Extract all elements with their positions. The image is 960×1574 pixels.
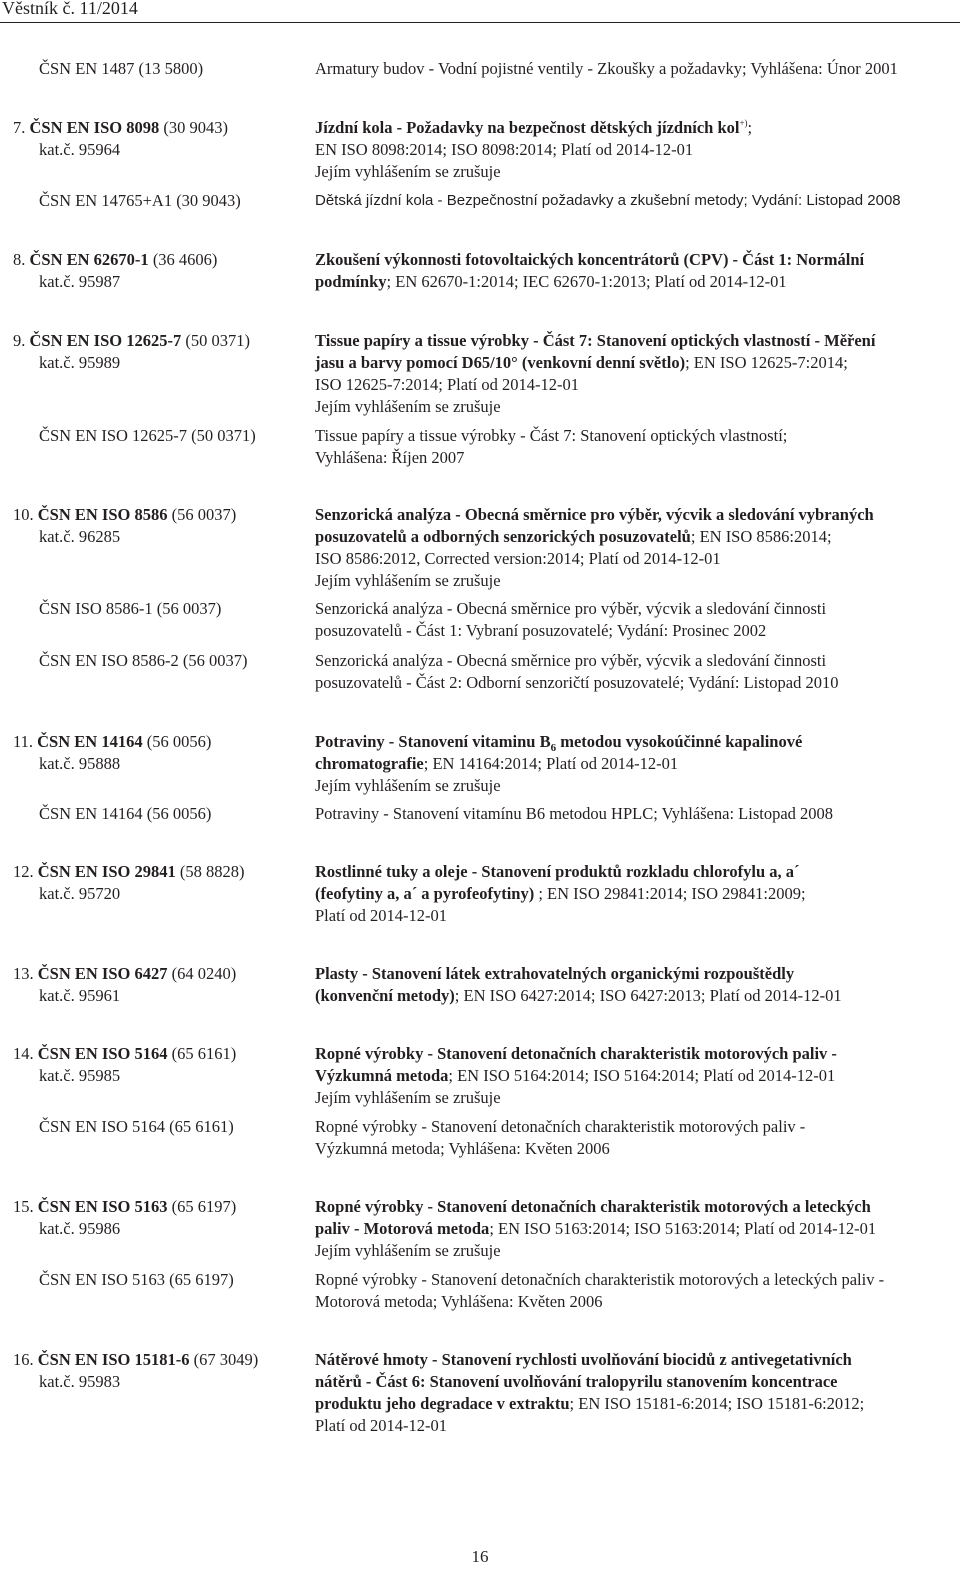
standard-code: 15. ČSN EN ISO 5163 (65 6197)	[13, 1197, 237, 1216]
standard-code: 8. ČSN EN 62670-1 (36 4606)	[13, 250, 218, 269]
standard-code: 10. ČSN EN ISO 8586 (56 0037)	[13, 505, 237, 524]
replaced-standard-code: ČSN EN ISO 5164 (65 6161)	[39, 1117, 234, 1136]
replaced-standard-date: Motorová metoda; Vyhlášena: Květen 2006	[315, 1292, 603, 1311]
catalog-number: kat.č. 96285	[39, 527, 121, 546]
replaced-standard-title: Tissue papíry a tissue výrobky - Část 7: Stanovení optických vlastností;	[315, 426, 788, 445]
standard-title-cont: nátěrů - Část 6: Stanovení uvolňování tralopyrilu stanovením koncentrace	[315, 1372, 838, 1391]
standard-title-cont: jasu a barvy pomocí D65/10° (venkovní denní světlo); EN ISO 12625-7:2014;	[315, 353, 848, 372]
replaces-note: Jejím vyhlášením se zrušuje	[315, 397, 501, 416]
standard-title: Rostlinné tuky a oleje - Stanovení produktů rozkladu chlorofylu a, a´	[315, 862, 800, 881]
catalog-number: kat.č. 95987	[39, 272, 121, 291]
standard-reference: produktu jeho degradace v extraktu; EN ISO 15181-6:2014; ISO 15181-6:2012;	[315, 1394, 865, 1413]
header-rule	[0, 22, 960, 23]
standard-class: (30 9043)	[163, 118, 228, 137]
replaced-standard-date: Výzkumná metoda; Vyhlášena: Květen 2006	[315, 1139, 610, 1158]
standard-code: 12. ČSN EN ISO 29841 (58 8828)	[13, 862, 245, 881]
standard-code: 16. ČSN EN ISO 15181-6 (67 3049)	[13, 1350, 259, 1369]
standard-title: Armatury budov - Vodní pojistné ventily - Zkoušky a požadavky; Vyhlášena: Únor 2001	[315, 59, 898, 78]
standard-code: ČSN EN 1487 (13 5800)	[39, 59, 204, 78]
standard-title: Ropné výrobky - Stanovení detonačních charakteristik motorových paliv -	[315, 1044, 837, 1063]
replaced-standard-code: ČSN EN 14765+A1 (30 9043)	[39, 191, 241, 210]
standard-date: Platí od 2014-12-01	[315, 1416, 447, 1435]
standard-reference: paliv - Motorová metoda; EN ISO 5163:2014; ISO 5163:2014; Platí od 2014-12-01	[315, 1219, 877, 1238]
standard-title: Ropné výrobky - Stanovení detonačních charakteristik motorových a leteckých	[315, 1197, 871, 1216]
catalog-number: kat.č. 95961	[39, 986, 121, 1005]
journal-title: Věstník č. 11/2014	[2, 0, 138, 18]
replaced-standard-title: Dětská jízdní kola - Bezpečnostní požadavky a zkušební metody; Vydání: Listopad 2008	[315, 192, 901, 209]
standard-reference: Výzkumná metoda; EN ISO 5164:2014; ISO 5164:2014; Platí od 2014-12-01	[315, 1066, 836, 1085]
catalog-number: kat.č. 95720	[39, 884, 121, 903]
standard-title: Tissue papíry a tissue výrobky - Část 7: Stanovení optických vlastností - Měření	[315, 331, 876, 350]
standard-title: Senzorická analýza - Obecná směrnice pro výběr, výcvik a sledování vybraných	[315, 505, 874, 524]
standard-reference: (konvenční metody); EN ISO 6427:2014; ISO 6427:2013; Platí od 2014-12-01	[315, 986, 842, 1005]
catalog-number: kat.č. 95964	[39, 140, 121, 159]
standard-title: Zkoušení výkonnosti fotovoltaických koncentrátorů (CPV) - Část 1: Normální	[315, 250, 865, 269]
catalog-number: kat.č. 95989	[39, 353, 121, 372]
replaced-standard-title: Senzorická analýza - Obecná směrnice pro výběr, výcvik a sledování činnosti	[315, 599, 827, 618]
catalog-number: kat.č. 95986	[39, 1219, 121, 1238]
standard-title-cont: posuzovatelů a odborných senzorických posuzovatelů; EN ISO 8586:2014;	[315, 527, 832, 546]
replaced-standard-code: ČSN EN ISO 8586-2 (56 0037)	[39, 651, 248, 670]
replaces-note: Jejím vyhlášením se zrušuje	[315, 776, 501, 795]
catalog-number: kat.č. 95983	[39, 1372, 121, 1391]
standard-title: Potraviny - Stanovení vitaminu $B_6$ metodou vysokoúčinné kapalinové	[315, 732, 803, 754]
replaced-standard-date: posuzovatelů - Část 1: Vybraní posuzovatelé; Vydání: Prosinec 2002	[315, 621, 767, 640]
standard-code: 9. ČSN EN ISO 12625-7 (50 0371)	[13, 331, 250, 350]
catalog-number: kat.č. 95985	[39, 1066, 121, 1085]
replaced-standard-code: ČSN EN 14164 (56 0056)	[39, 804, 212, 823]
replaced-standard-title: Ropné výrobky - Stanovení detonačních charakteristik motorových a leteckých paliv -	[315, 1270, 885, 1289]
standard-code	[13, 117, 303, 139]
replaced-standard-code: ČSN ISO 8586-1 (56 0037)	[39, 599, 222, 618]
standard-reference: chromatografie; EN 14164:2014; Platí od 2014-12-01	[315, 754, 679, 773]
standard-code: 14. ČSN EN ISO 5164 (65 6161)	[13, 1044, 237, 1063]
replaces-note: Jejím vyhlášením se zrušuje	[315, 1241, 501, 1260]
standard-code: 11. ČSN EN 14164 (56 0056)	[13, 732, 212, 751]
replaces-note: Jejím vyhlášením se zrušuje	[315, 1088, 501, 1107]
replaced-standard-title: Senzorická analýza - Obecná směrnice pro výběr, výcvik a sledování činnosti	[315, 651, 827, 670]
replaced-standard-title: Potraviny - Stanovení vitamínu B6 metodou HPLC; Vyhlášena: Listopad 2008	[315, 804, 834, 823]
footnote-mark: +)	[739, 118, 748, 128]
replaces-note: Jejím vyhlášením se zrušuje	[315, 571, 501, 590]
replaced-standard-code: ČSN EN ISO 12625-7 (50 0371)	[39, 426, 256, 445]
page-header	[0, 0, 960, 24]
standard-reference: EN ISO 8098:2014; ISO 8098:2014; Platí od 2014-12-01	[315, 140, 694, 159]
replaced-standard-date: posuzovatelů - Část 2: Odborní senzoričtí posuzovatelé; Vydání: Listopad 2010	[315, 673, 839, 692]
replaced-standard-date: Vyhlášena: Říjen 2007	[315, 448, 465, 467]
replaced-standard-code: ČSN EN ISO 5163 (65 6197)	[39, 1270, 234, 1289]
standard-title: Nátěrové hmoty - Stanovení rychlosti uvolňování biocidů z antivegetativních	[315, 1350, 852, 1369]
page-number: 16	[471, 1547, 489, 1566]
standard-title: Plasty - Stanovení látek extrahovatelných organickými rozpouštědly	[315, 964, 795, 983]
standard-code: 13. ČSN EN ISO 6427 (64 0240)	[13, 964, 237, 983]
replaced-standard-title: Ropné výrobky - Stanovení detonačních charakteristik motorových paliv -	[315, 1117, 806, 1136]
standard-reference: ISO 8586:2012, Corrected version:2014; Platí od 2014-12-01	[315, 549, 721, 568]
standard-reference: ISO 12625-7:2014; Platí od 2014-12-01	[315, 375, 579, 394]
standard-reference: podmínky; EN 62670-1:2014; IEC 62670-1:2013; Platí od 2014-12-01	[315, 272, 787, 291]
standard-title-cont: (feofytiny a, a´ a pyrofeofytiny) ; EN ISO 29841:2014; ISO 29841:2009;	[315, 884, 806, 903]
standard-date: Platí od 2014-12-01	[315, 906, 447, 925]
entry-number: 7.	[13, 118, 26, 137]
catalog-number: kat.č. 95888	[39, 754, 121, 773]
standard-title: Jízdní kola - Požadavky na bezpečnost dětských jízdních kol+);	[315, 118, 753, 137]
standard-number: ČSN EN ISO 8098	[29, 118, 160, 137]
replaces-note: Jejím vyhlášením se zrušuje	[315, 162, 501, 181]
